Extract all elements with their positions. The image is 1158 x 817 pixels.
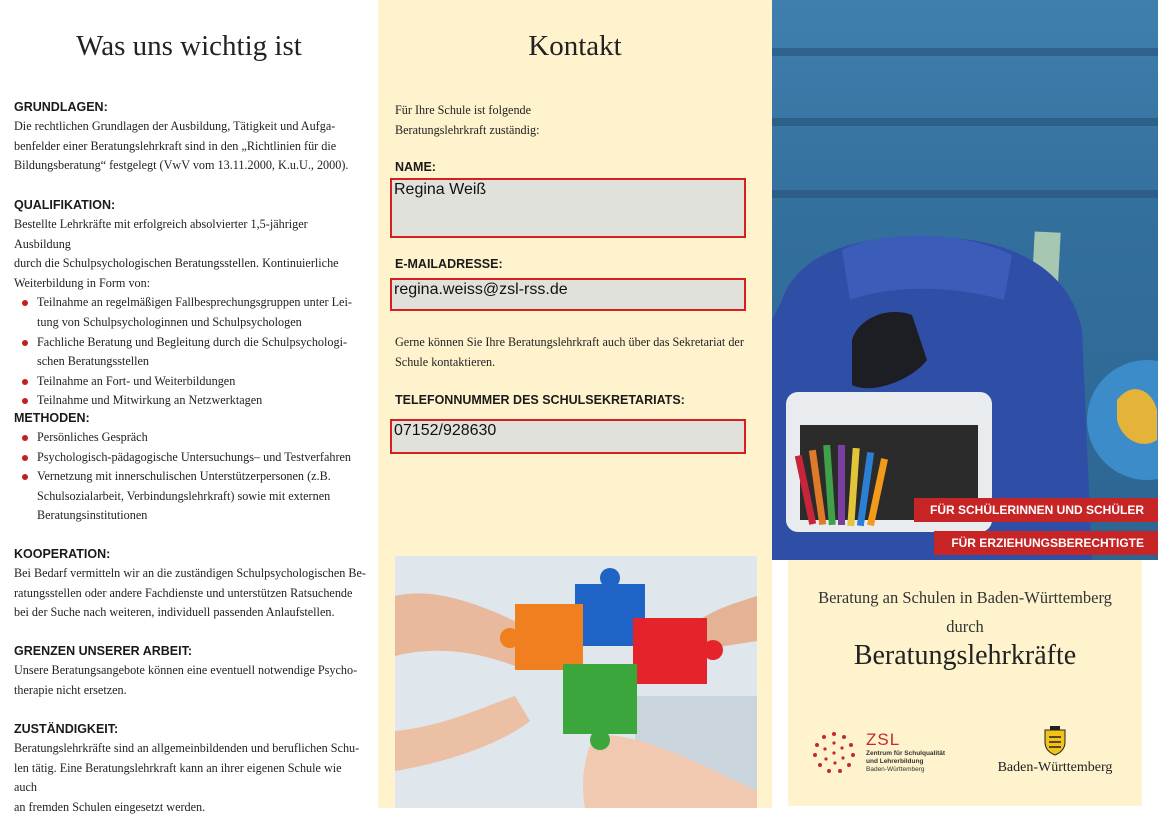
- cover-subtitle: Beratung an Schulen in Baden-Württemberg: [818, 588, 1112, 607]
- text-line: Persönliches Gespräch: [37, 430, 148, 444]
- text-line: Bildungsberatung“ festgelegt (VwV vom 13.11.2000, K.u.U., 2000).: [14, 158, 349, 173]
- text-line: Bei Bedarf vermitteln wir an die zuständigen Schulpsychologischen Be-: [14, 566, 366, 580]
- text-line: Für Ihre Schule ist folgende: [395, 103, 532, 117]
- section-heading: METHODEN:: [14, 411, 90, 425]
- bullet-dot: [22, 398, 28, 404]
- text-line: an fremden Schulen eingesetzt werden.: [14, 799, 206, 814]
- email-field[interactable]: regina.weiss@zsl-rss.de: [390, 278, 746, 311]
- section-grenzen: [14, 644, 366, 700]
- section-qualifikation: [14, 198, 366, 411]
- bullet-dot: [22, 474, 28, 480]
- section-zustaendigkeit: [14, 722, 366, 817]
- section-text: [14, 215, 366, 293]
- backpack-illustration: [772, 0, 1158, 560]
- text-line: Teilnahme und Mitwirkung an Netzwerktagen: [37, 393, 263, 408]
- text-line: Die rechtlichen Grundlagen der Ausbildung, Tätigkeit und Aufga-: [14, 119, 336, 133]
- section-heading: KOOPERATION:: [14, 547, 111, 561]
- section-text: [14, 117, 366, 176]
- school-backpack-photo: [772, 0, 1158, 560]
- bw-name: Baden-Württemberg: [997, 760, 1113, 775]
- list-item: [14, 448, 366, 468]
- list-item: [14, 391, 366, 411]
- text-line: Schule kontaktieren.: [395, 354, 496, 369]
- section-text: [14, 564, 366, 623]
- text-line: Psychologisch-pädagogische Untersuchungs– und Testverfahren: [37, 449, 352, 464]
- text-line: tung von Schulpsychologinnen und Schulpsychologen: [37, 314, 302, 329]
- bullet-dot: [22, 435, 28, 441]
- text-line: Beratungslehrkräfte sind an allgemeinbildenden und beruflichen Schu-: [14, 741, 360, 755]
- name-label: NAME:: [395, 160, 436, 174]
- zsl-dots-icon: [810, 728, 858, 776]
- bullet-dot: [22, 300, 28, 306]
- section-heading: ZUSTÄNDIGKEIT:: [14, 722, 119, 736]
- zsl-logo: [810, 728, 960, 778]
- section-text: [14, 739, 366, 817]
- text-line: und Lehrerbildung: [866, 758, 924, 765]
- bullet-dot: [22, 455, 28, 461]
- text-line: schen Beratungsstellen: [37, 354, 150, 369]
- text-line: bei der Suche nach weiteren, individuell passenden Anlaufstellen.: [14, 605, 335, 620]
- text-line: Weiterbildung in Form von:: [14, 275, 151, 290]
- section-heading: GRUNDLAGEN:: [14, 100, 108, 114]
- list-item: [14, 428, 366, 448]
- section-grundlagen: [14, 100, 366, 176]
- contact-intro: [395, 101, 747, 140]
- name-field[interactable]: Regina Weiß: [390, 178, 746, 238]
- phone-label: TELEFONNUMMER DES SCHULSEKRETARIATS:: [395, 393, 685, 407]
- intro-text: [395, 101, 747, 140]
- text-line: Teilnahme an Fort- und Weiterbildungen: [37, 373, 236, 388]
- text-line: Bestellte Lehrkräfte mit erfolgreich absolvierter 1,5-jähriger Ausbildung: [14, 217, 308, 251]
- text-line: durch die Schulpsychologischen Beratungsstellen. Kontinuierliche: [14, 256, 339, 271]
- text-line: ratungsstellen oder andere Fachdienste und unterstützen Ratsuchende: [14, 585, 353, 600]
- cover-connector: durch: [946, 617, 984, 636]
- list-item: [14, 372, 366, 392]
- email-label: E-MAILADRESSE:: [395, 257, 503, 271]
- text-line: Fachliche Beratung und Begleitung durch die Schulpsychologi-: [37, 334, 348, 349]
- text-line: Beratungsinstitutionen: [37, 508, 148, 523]
- section-kooperation: [14, 547, 366, 623]
- bw-logo: [990, 726, 1120, 780]
- text-line: Beratungslehrkraft zuständig:: [395, 122, 540, 137]
- text-line: Gerne können Sie Ihre Beratungslehrkraft auch über das Sekretariat der: [395, 335, 744, 349]
- zsl-fullname: [866, 750, 945, 774]
- contact-panel-title: Kontakt: [528, 30, 622, 62]
- bullet-dot: [22, 340, 28, 346]
- text-line: Unsere Beratungsangebote können eine eventuell notwendige Psycho-: [14, 663, 358, 677]
- bullet-list: [14, 293, 366, 411]
- section-text: [14, 661, 366, 700]
- zsl-abbreviation: ZSL: [866, 730, 901, 749]
- cover-card: [788, 560, 1142, 806]
- phone-field[interactable]: 07152/928630: [390, 419, 746, 454]
- text-line: Vernetzung mit innerschulischen Unterstützerpersonen (z.B.: [37, 469, 331, 484]
- bullet-dot: [22, 379, 28, 385]
- contact-note: [395, 333, 747, 372]
- text-line: Teilnahme an regelmäßigen Fallbesprechungsgruppen unter Lei-: [37, 295, 352, 310]
- text-line: Baden-Württemberg: [866, 766, 925, 773]
- bullet-list: [14, 428, 366, 526]
- puzzle-hands-illustration: [395, 556, 757, 808]
- section-heading: GRENZEN UNSERER ARBEIT:: [14, 644, 193, 658]
- section-heading: QUALIFIKATION:: [14, 198, 116, 212]
- list-item: [14, 293, 366, 332]
- puzzle-photo: [395, 556, 757, 808]
- text-line: Schulsozialarbeit, Verbindungslehrkraft) sowie mit externen: [37, 488, 331, 503]
- coat-of-arms-icon: [1042, 726, 1068, 756]
- text-line: therapie nicht ersetzen.: [14, 682, 127, 697]
- note-text: [395, 333, 747, 372]
- banner-parents: FÜR ERZIEHUNGSBERECHTIGTE: [934, 531, 1158, 555]
- text-line: Zentrum für Schulqualität: [866, 750, 946, 757]
- left-panel-title: Was uns wichtig ist: [76, 30, 302, 62]
- cover-title: Beratungslehrkräfte: [853, 640, 1077, 671]
- list-item: [14, 333, 366, 372]
- list-item: [14, 467, 366, 526]
- text-line: benfelder einer Beratungslehrkraft sind in den „Richtlinien für die: [14, 138, 337, 153]
- cover-panel: [772, 0, 1158, 808]
- section-methoden: [14, 411, 366, 526]
- contact-panel: [378, 0, 772, 808]
- banner-students: FÜR SCHÜLERINNEN UND SCHÜLER: [914, 498, 1158, 522]
- text-line: len tätig. Eine Beratungslehrkraft kann an ihrer eigenen Schule wie auch: [14, 760, 342, 795]
- left-panel: [0, 0, 378, 814]
